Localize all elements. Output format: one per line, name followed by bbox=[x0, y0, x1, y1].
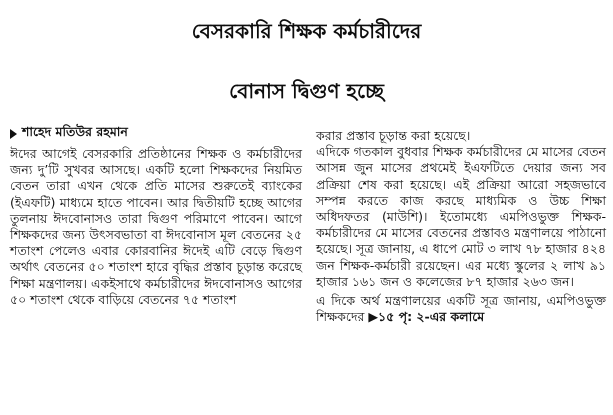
byline bbox=[10, 124, 302, 144]
article-column-left bbox=[10, 146, 302, 308]
byline-bullet-icon bbox=[10, 129, 17, 139]
article-paragraph: ঈদের আগেই বেসরকারি প্রতিষ্ঠানের শিক্ষক ও কর্মচারীদের জন্য দু’টি সুখবর আসছে। একটি হলো শিক্ষকদের নিয়মিত বেতন তারা এখন থেকে প্রতি মাসের শুরুতেই ব্যাংকের (ইএফটি) মাধ্যমে হাতে পাবেন। আর দ্বিতীয়টি হচ্ছে আগের তুলনায় ঈদবোনাসও তারা দ্বিগুণ পরিমাণে পাবেন। আগে শিক্ষকদের জন্য উৎসবভাতা বা ঈদবোনাস মূল বেতনের ২৫ শতাংশ পেলেও এবার কোরবানির ঈদেই এটি বেড়ে দ্বিগুণ অর্থাৎ বেতনের ৫০ শতাংশ হারে বৃদ্ধির প্রস্তাব চূড়ান্ত করেছে শিক্ষা মন্ত্রণালয়। একইসাথে কর্মচারীদের ঈদবোনাসও আগের ৫০ শতাংশ থেকে বাড়িয়ে বেতনের ৭৫ শতাংশ bbox=[10, 146, 302, 307]
article-paragraph bbox=[316, 293, 606, 325]
article-column-right bbox=[316, 128, 606, 325]
article-paragraph-text: এ দিকে অর্থ মন্ত্রণালয়ের একটি সূত্র জানায়, এমপিওভুক্ত শিক্ষকদের bbox=[316, 293, 606, 325]
continuation-jump-link[interactable]: ▶১৫ পৃ: ২-এর কলামে bbox=[368, 309, 485, 325]
headline-line-1: বেসরকারি শিক্ষক কর্মচারীদের bbox=[191, 19, 422, 43]
headline-line-2: বোনাস দ্বিগুণ হচ্ছে bbox=[229, 79, 384, 103]
article-paragraph: করার প্রস্তাব চূড়ান্ত করা হয়েছে। bbox=[316, 128, 471, 143]
article-paragraph: এদিকে গতকাল বুধবার শিক্ষক কর্মচারীদের মে মাসের বেতন আসন্ন জুন মাসের প্রথমেই ইএফটিতে দেয়ার জন্য সব প্রক্রিয়া শেষ করা হয়েছে। এই প্রক্রিয়া আরো সহজভাবে সম্পন্ন করতে কাজ করছে মাধ্যমিক ও উচ্চ শিক্ষা অধিদফতর (মাউশি)। ইতোমধ্যে এমপিওভুক্ত শিক্ষক-কর্মচারীদের মে মাসের বেতনের প্রস্তাবও মন্ত্রণালয়ে পাঠানো হয়েছে। সূত্র জানায়, এ ধাপে মোট ৩ লাখ ৭৮ হাজার ৪২৪ জন শিক্ষক-কর্মচারী রয়েছেন। এর মধ্যে স্কুলের ২ লাখ ৯১ হাজার ১৬১ জন ও কলেজের ৮৭ হাজার ২৬৩ জন। bbox=[316, 144, 606, 289]
byline-author: শাহেদ মতিউর রহমান bbox=[22, 124, 128, 139]
